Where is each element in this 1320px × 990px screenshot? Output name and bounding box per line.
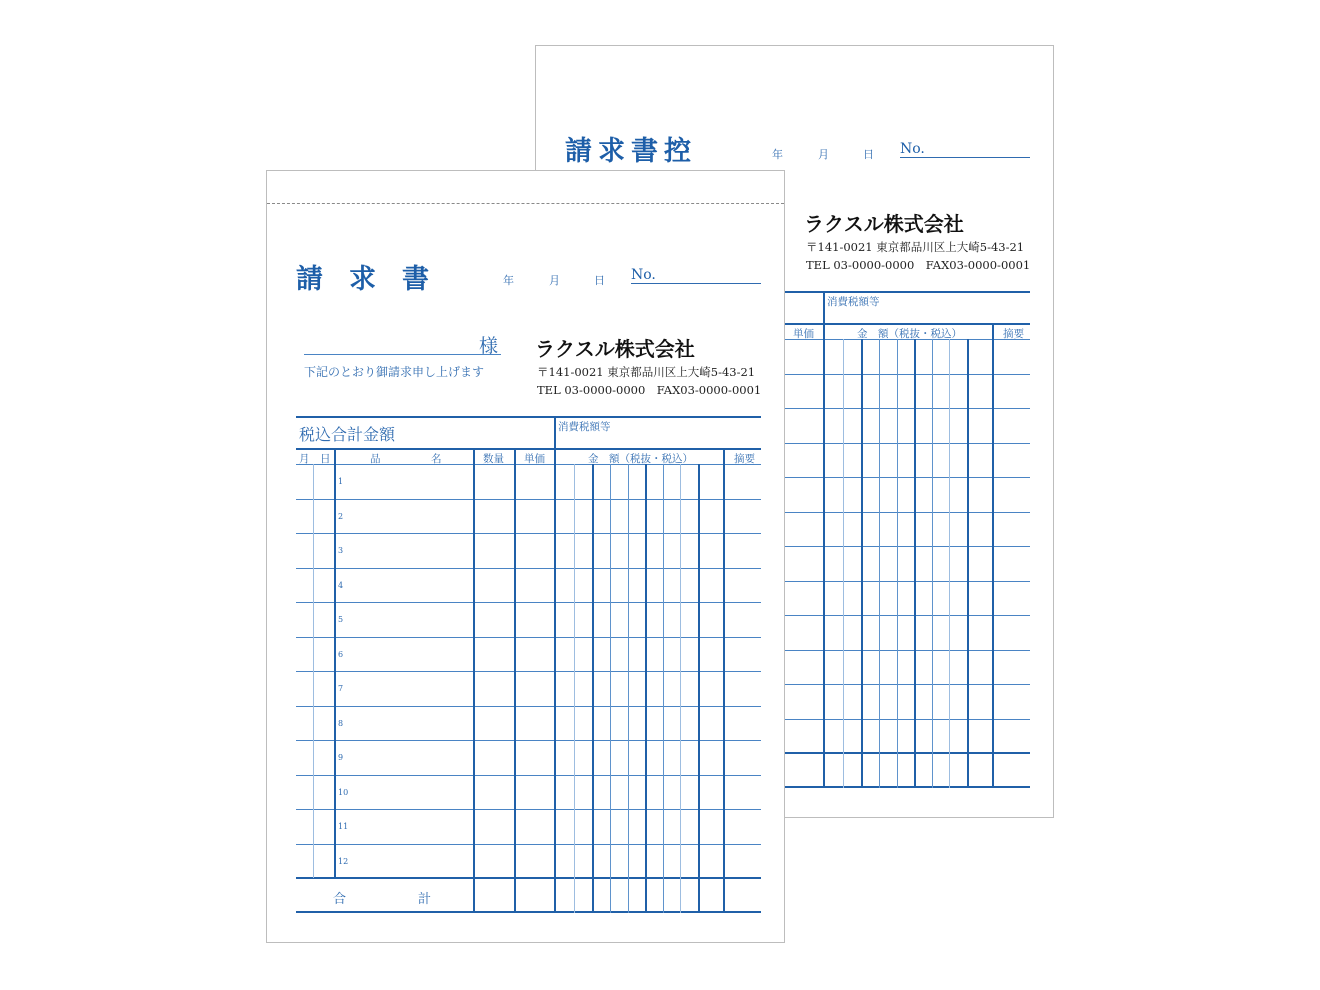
year-label: 年 [772, 148, 783, 161]
perforation-line [267, 203, 784, 204]
invoice-copy-title [565, 129, 697, 168]
day-header: 日 [320, 453, 331, 465]
company-contact: TEL 03-0000-0000 FAX03-0000-0001 [537, 383, 762, 397]
item-name-header-1: 品 [370, 453, 381, 465]
total-label-2: 計 [418, 892, 432, 907]
day-label: 日 [863, 148, 874, 161]
recipient-line [304, 354, 501, 355]
remarks-header: 摘要 [734, 453, 755, 465]
title-char: 書 [631, 136, 658, 167]
tax-amount-label: 消費税額等 [827, 296, 880, 308]
title-char: 求 [598, 136, 625, 167]
amount-header: 金 額（税抜・税込） [857, 328, 962, 340]
title-char: 請 [565, 136, 592, 167]
title-char: 求 [349, 264, 376, 295]
quantity-header: 数量 [483, 453, 504, 465]
row-number: 3 [338, 546, 344, 555]
title-char: 控 [664, 136, 691, 167]
item-name-header-2: 名 [431, 453, 442, 465]
billing-notice: 下記のとおり御請求申し上げます [304, 365, 485, 379]
total-with-tax-label: 税込合計金額 [299, 425, 396, 444]
amount-header: 金 額（税抜・税込） [588, 453, 693, 465]
row-number: 6 [338, 650, 344, 659]
invoice-title [296, 257, 455, 296]
month-label: 月 [818, 148, 829, 161]
unit-price-header: 単価 [524, 453, 545, 465]
row-number: 5 [338, 615, 344, 624]
invoice-number-field: No. [900, 141, 1030, 158]
tax-amount-label: 消費税額等 [558, 421, 611, 433]
total-label-1: 合 [333, 892, 347, 907]
recipient-honorific: 様 [479, 335, 499, 357]
row-number: 9 [338, 753, 344, 762]
company-name: ラクスル株式会社 [804, 212, 964, 236]
company-address: 〒141-0021 東京都品川区上大崎5-43-21 [537, 365, 756, 379]
title-char: 請 [296, 264, 323, 295]
company-address: 〒141-0021 東京都品川区上大崎5-43-21 [806, 240, 1025, 254]
company-name: ラクスル株式会社 [535, 337, 695, 361]
month-label: 月 [549, 274, 560, 287]
row-number: 2 [338, 512, 344, 521]
remarks-header: 摘要 [1003, 328, 1024, 340]
company-contact: TEL 03-0000-0000 FAX03-0000-0001 [806, 258, 1031, 272]
row-number: 12 [338, 857, 349, 866]
row-number: 11 [338, 822, 349, 831]
unit-price-header: 単価 [793, 328, 814, 340]
invoice-number-field: No. [631, 267, 761, 284]
row-number: 10 [338, 788, 349, 797]
invoice-sheet [266, 170, 785, 943]
day-label: 日 [594, 274, 605, 287]
title-char: 書 [402, 264, 429, 295]
invoice-table [296, 416, 761, 913]
row-number: 4 [338, 581, 344, 590]
month-header: 月 [299, 453, 310, 465]
row-number: 8 [338, 719, 344, 728]
row-number: 7 [338, 684, 344, 693]
year-label: 年 [503, 274, 514, 287]
row-number: 1 [338, 477, 344, 486]
